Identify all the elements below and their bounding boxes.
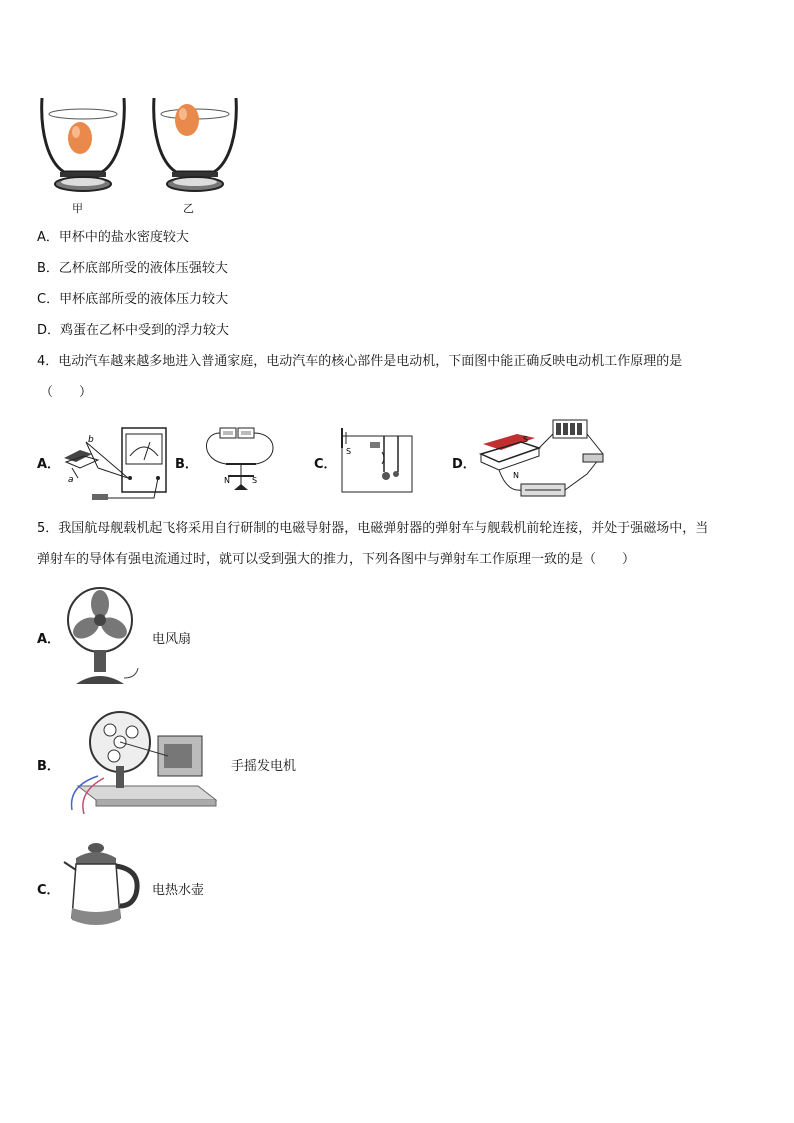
q5-option-b-letter: B． (37, 759, 60, 774)
q4-diagram-a (58, 422, 170, 502)
q4-d-label-s: S (523, 435, 529, 444)
q3-option-b: B．乙杯底部所受的液体压强较大 (37, 261, 228, 276)
q5-option-a-letter: A． (37, 632, 61, 647)
glass-yi-figure (150, 92, 240, 197)
q4-c-label-s: S (346, 447, 352, 456)
q4-option-b-letter: B． (175, 457, 198, 472)
q4-diagram-d (477, 414, 611, 506)
q5-stem-line1: 5．我国航母舰载机起飞将采用自行研制的电磁导射器，电磁弹射器的弹射车与舰载机前轮连接，并处于强磁场中，当 (37, 521, 709, 536)
q4-b-label-s: S (252, 476, 258, 485)
q5-stem-line2: 弹射车的导体有强电流通过时，就可以受到强大的推力，下列各图中与弹射车工作原理一致的是（ ） (37, 552, 636, 567)
q5-option-c-letter: C． (37, 883, 60, 898)
q5-option-a-label: 电风扇 (152, 632, 192, 647)
q3-option-d: D．鸡蛋在乙杯中受到的浮力较大 (37, 323, 230, 338)
q4-b-label-n: N (224, 476, 230, 485)
q4-diagram-b (198, 420, 282, 498)
q4-a-label-b: b (88, 435, 94, 445)
q5-option-c-label: 电热水壶 (152, 883, 205, 898)
q3-option-c: C．甲杯底部所受的液体压力较大 (37, 292, 229, 307)
q4-stem-line1: 4．电动汽车越来越多地进入普通家庭，电动汽车的核心部件是电动机，下面图中能正确反映电动机工作原理的是 (37, 354, 683, 369)
q4-a-label-a: a (68, 475, 74, 485)
hand-generator-image (58, 706, 224, 820)
q4-d-label-n: N (513, 471, 519, 480)
glass-jia-label: 甲 (72, 202, 83, 215)
glass-jia-figure (38, 92, 128, 197)
q4-option-a-letter: A． (37, 457, 61, 472)
electric-fan-image (66, 584, 146, 688)
q3-option-a: A．甲杯中的盐水密度较大 (37, 230, 189, 245)
glass-yi-label: 乙 (183, 202, 194, 215)
q4-diagram-c (340, 428, 414, 494)
q4-stem-line2: （ ） (40, 385, 93, 400)
electric-kettle-image (62, 836, 146, 940)
q5-option-b-label: 手摇发电机 (231, 759, 297, 774)
q4-option-c-letter: C． (314, 457, 337, 472)
q4-option-d-letter: D． (452, 457, 476, 472)
